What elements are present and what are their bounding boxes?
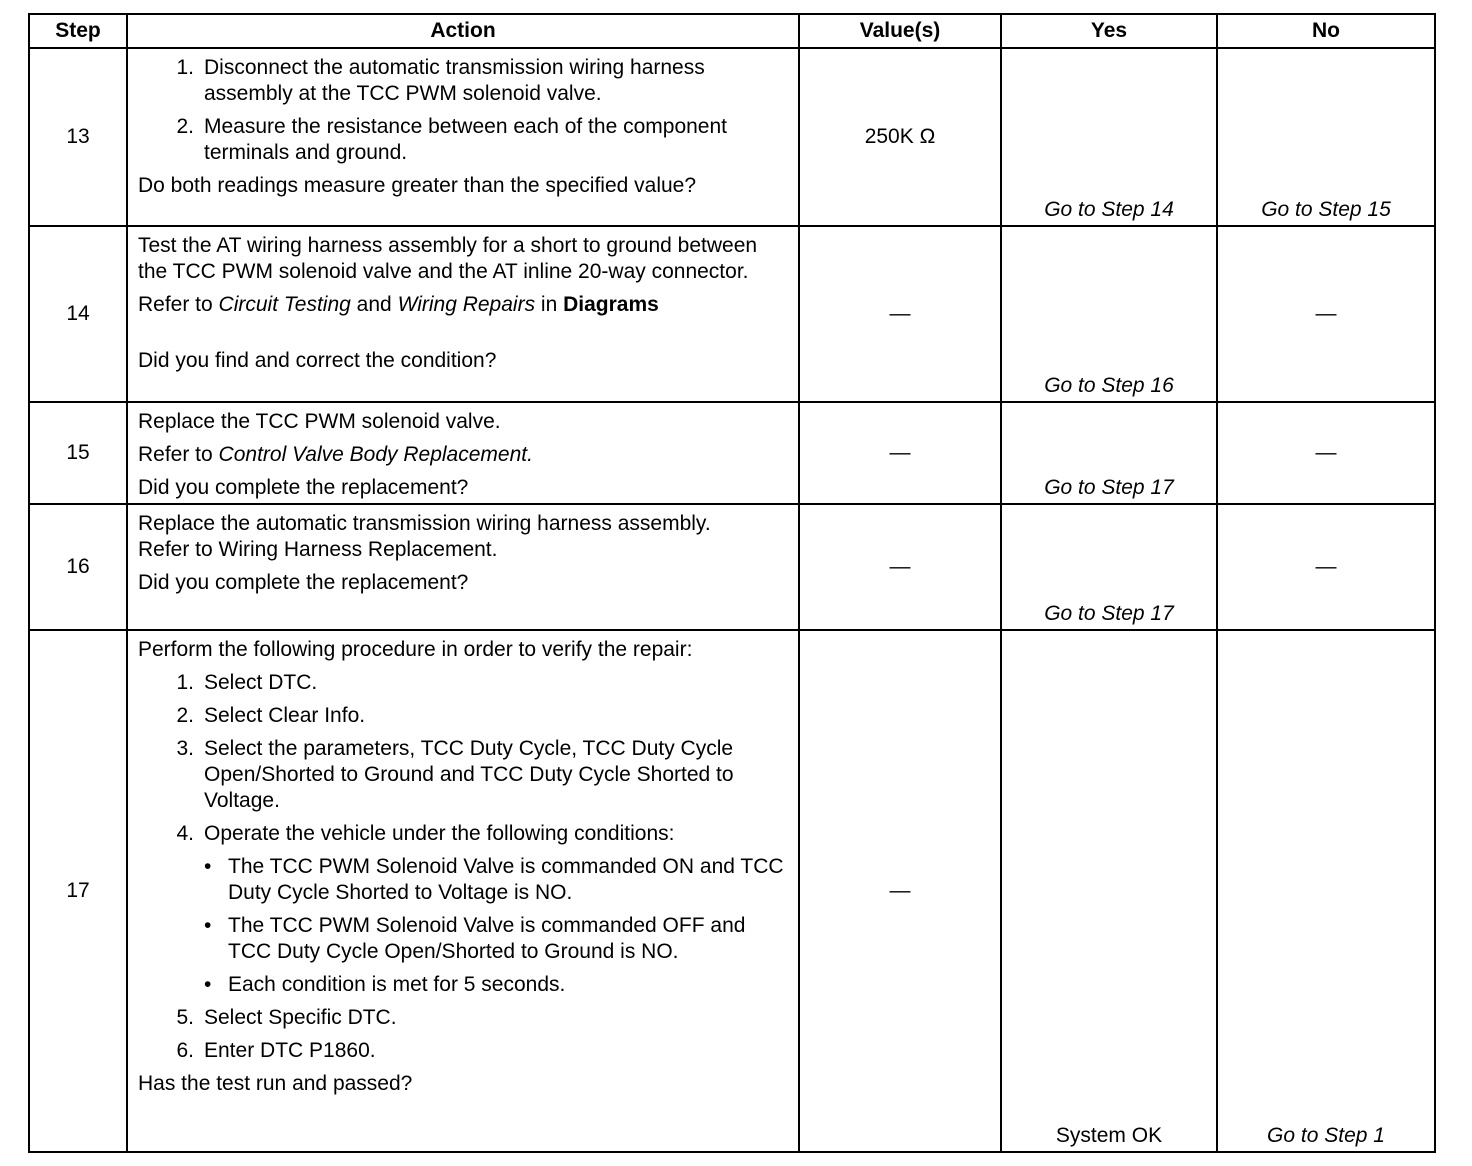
bullet-icon: • xyxy=(204,914,212,937)
question-text: Do both readings measure greater than the specified value? xyxy=(138,174,697,197)
action-cell xyxy=(127,402,799,504)
instruction-text: Replace the automatic transmission wiring harness assembly. xyxy=(138,512,711,535)
bullet-icon: • xyxy=(204,855,212,878)
value-cell: — xyxy=(799,504,1001,630)
value-cell: — xyxy=(799,630,1001,1152)
circuit-testing-link[interactable]: Circuit Testing xyxy=(218,293,351,316)
list-item: 5. Select Specific DTC. xyxy=(176,1006,397,1029)
question-text: Did you find and correct the condition? xyxy=(138,349,497,372)
diagrams-link[interactable]: Diagrams xyxy=(563,293,659,316)
no-cell: — xyxy=(1217,226,1435,402)
table-row-step-17 xyxy=(29,630,1435,1152)
instruction-text: Replace the TCC PWM solenoid valve. xyxy=(138,410,501,433)
action-cell xyxy=(127,630,799,1152)
yes-result: System OK xyxy=(1001,630,1217,1152)
step-number: 14 xyxy=(29,226,127,402)
value-cell: 250K Ω xyxy=(799,48,1001,226)
no-cell: — xyxy=(1217,504,1435,630)
table-row-step-15 xyxy=(29,402,1435,504)
action-cell xyxy=(127,504,799,630)
value-cell: — xyxy=(799,402,1001,504)
refer-text: Refer to Circuit Testing and Wiring Repairs in Diagrams xyxy=(138,293,659,316)
table-row-step-13 xyxy=(29,48,1435,226)
bullet-item: • The TCC PWM Solenoid Valve is commanded OFF and TCC Duty Cycle Open/Shorted to Ground is NO. xyxy=(204,914,746,963)
list-item: 2. Select Clear Info. xyxy=(176,704,366,727)
refer-text: Refer to Control Valve Body Replacement. xyxy=(138,443,533,466)
no-cell: — xyxy=(1217,402,1435,504)
wiring-repairs-link[interactable]: Wiring Repairs xyxy=(397,293,536,316)
question-text: Did you complete the replacement? xyxy=(138,476,469,499)
header-step: Step xyxy=(29,14,127,48)
list-item: 4. Operate the vehicle under the following conditions: xyxy=(176,822,675,845)
bullet-icon: • xyxy=(204,973,212,996)
list-item: 1. Disconnect the automatic transmission wiring harness assembly at the TCC PWM solenoid valve. xyxy=(176,56,705,105)
diagnostic-table xyxy=(28,13,1436,1153)
yes-link-step-17[interactable]: Go to Step 17 xyxy=(1001,402,1217,504)
instruction-text: Perform the following procedure in order to verify the repair: xyxy=(138,638,693,661)
list-item: 3. Select the parameters, TCC Duty Cycle, TCC Duty Cycle Open/Shorted to Ground and TCC Duty Cycle Shorted to Voltage. xyxy=(176,737,734,812)
question-text: Did you complete the replacement? xyxy=(138,571,469,594)
action-cell xyxy=(127,48,799,226)
header-yes: Yes xyxy=(1001,14,1217,48)
no-link-step-1[interactable]: Go to Step 1 xyxy=(1217,630,1435,1152)
table-row-step-16 xyxy=(29,504,1435,630)
value-cell: — xyxy=(799,226,1001,402)
bullet-item: • The TCC PWM Solenoid Valve is commanded ON and TCC Duty Cycle Shorted to Voltage is NO. xyxy=(204,855,784,904)
step-number: 13 xyxy=(29,48,127,226)
step-number: 16 xyxy=(29,504,127,630)
list-item: 1. Select DTC. xyxy=(176,671,318,694)
step-number: 17 xyxy=(29,630,127,1152)
question-text: Has the test run and passed? xyxy=(138,1072,413,1095)
bullet-item: • Each condition is met for 5 seconds. xyxy=(204,973,566,996)
action-cell xyxy=(127,226,799,402)
list-item: 6. Enter DTC P1860. xyxy=(176,1039,376,1062)
yes-link-step-16[interactable]: Go to Step 16 xyxy=(1001,226,1217,402)
header-values: Value(s) xyxy=(799,14,1001,48)
instruction-text: Test the AT wiring harness assembly for a short to ground between the TCC PWM solenoid valve and the AT inline 20-way connector. xyxy=(138,234,758,283)
yes-link-step-14[interactable]: Go to Step 14 xyxy=(1001,48,1217,226)
no-link-step-15[interactable]: Go to Step 15 xyxy=(1217,48,1435,226)
header-action: Action xyxy=(127,14,799,48)
step-number: 15 xyxy=(29,402,127,504)
list-item: 2. Measure the resistance between each of the component terminals and ground. xyxy=(176,115,727,164)
refer-text: Refer to Wiring Harness Replacement. xyxy=(138,538,498,561)
header-row xyxy=(29,14,1435,48)
header-no: No xyxy=(1217,14,1435,48)
control-valve-body-replacement-link[interactable]: Control Valve Body Replacement. xyxy=(218,443,533,466)
table-row-step-14 xyxy=(29,226,1435,402)
yes-link-step-17[interactable]: Go to Step 17 xyxy=(1001,504,1217,630)
